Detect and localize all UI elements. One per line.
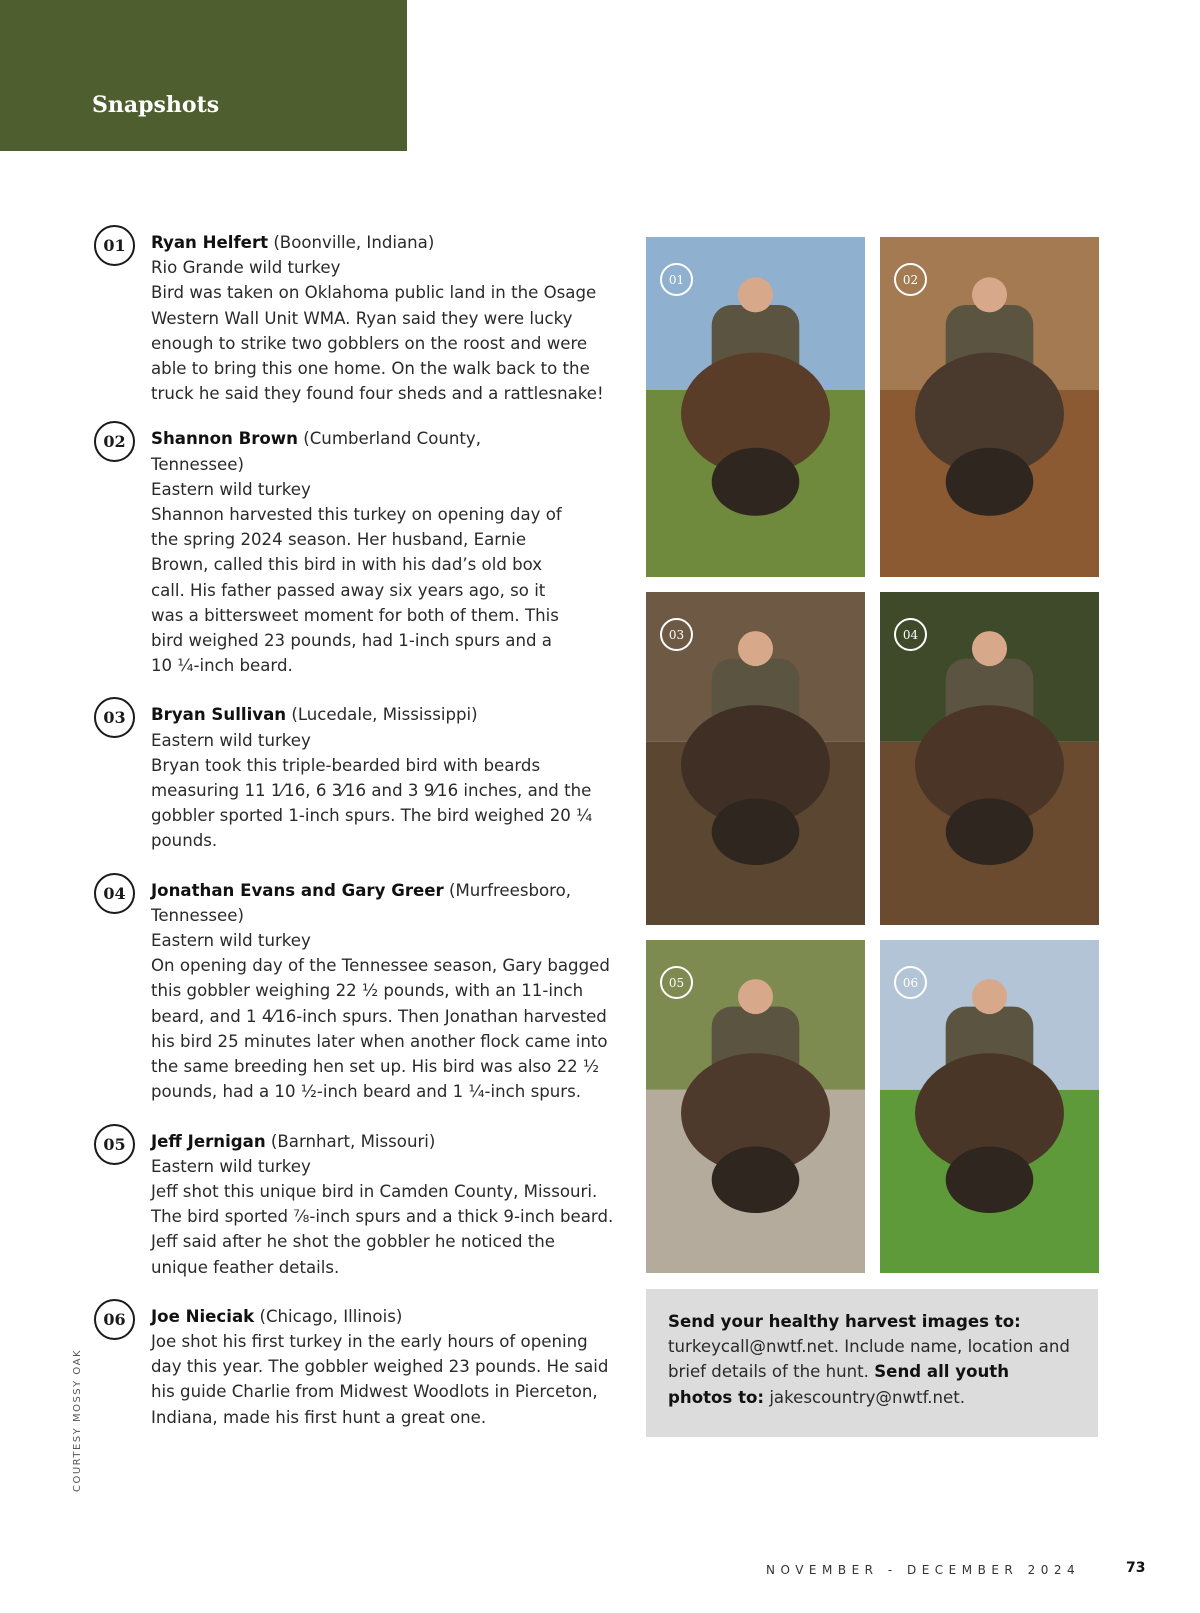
turkey-body [946, 798, 1034, 865]
submission-body: turkeycall@nwtf.net. Include name, location and brief details of the hunt. [668, 1337, 1070, 1382]
hunter-photo [646, 592, 865, 925]
page-number: 73 [1126, 1560, 1146, 1576]
hunter-location: (Chicago, Illinois) [254, 1306, 403, 1326]
entry-number-badge: 02 [94, 421, 135, 462]
hunter-location: (Cumberland County, Tennessee) [151, 429, 482, 474]
turkey-body [712, 798, 800, 865]
hunter-name: Ryan Helfert [151, 233, 269, 252]
hunter-face [972, 631, 1007, 666]
entry [94, 878, 614, 1105]
turkey-body [946, 448, 1034, 516]
youth-email: jakescountry@nwtf.net. [764, 1387, 966, 1407]
turkey-body [946, 1146, 1034, 1213]
hunter-name: Jonathan Evans and Gary Greer [151, 880, 444, 900]
species: Eastern wild turkey [151, 1156, 311, 1176]
hunter-location: (Murfreesboro, Tennessee) [151, 880, 572, 925]
entry-description: Bird was taken on Oklahoma public land in the Osage Western Wall Unit WMA. Ryan said they were lucky enough to strike two gobblers on the roost and were able to bring this one home. On the walk back to the truck he said they found four sheds and a rattlesnake! [151, 283, 604, 404]
entries-list [94, 230, 614, 1430]
section-title: Snapshots [92, 92, 220, 118]
photo-number-badge: 02 [894, 263, 927, 296]
entry [94, 230, 614, 406]
entry-description: On opening day of the Tennessee season, Gary bagged this gobbler weighing 22 ½ pounds, with an 11-inch beard, and 1 4⁄16-inch spurs. Then Jonathan harvested his bird 25 minutes later when another flock came into the same breeding hen set up. His bird was also 22 ½ pounds, had a 10 ½-inch beard and 1 ¼-inch spurs. [151, 956, 610, 1102]
entry-number-badge: 06 [94, 1299, 135, 1340]
photo-number-badge: 05 [660, 966, 693, 999]
hunter-face [738, 979, 773, 1014]
hunter-name: Shannon Brown [151, 429, 298, 449]
entry-number-badge: 05 [94, 1124, 135, 1165]
hunter-photo [646, 237, 865, 577]
species: Eastern wild turkey [151, 730, 311, 750]
entry-number-badge: 03 [94, 697, 135, 738]
submission-info-box [646, 1289, 1098, 1437]
hunter-photo [880, 592, 1099, 925]
entry-number-badge: 01 [94, 225, 135, 266]
species: Eastern wild turkey [151, 479, 311, 499]
hunter-location: (Barnhart, Missouri) [265, 1131, 436, 1151]
photo-number-badge: 06 [894, 966, 927, 999]
hunter-photo [646, 940, 865, 1273]
hunter-name: Joe Nieciak [151, 1306, 255, 1326]
entry [94, 426, 614, 678]
hunter-face [738, 277, 773, 312]
entry-description: Joe shot his first turkey in the early hours of opening day this year. The gobbler weighed 23 pounds. He said his guide Charlie from Midwest Woodlots in Pierceton, Indiana, made his first hunt a great one. [151, 1331, 609, 1427]
hunter-photo [880, 237, 1099, 577]
header-band [0, 0, 407, 151]
hunter-photo [880, 940, 1099, 1273]
submission-lead: Send your healthy harvest images to: [668, 1312, 1021, 1331]
photo-number-badge: 03 [660, 618, 693, 651]
entry-description: Bryan took this triple-bearded bird with beards measuring 11 1⁄16, 6 3⁄16 and 3 9⁄16 inches, and the gobbler sported 1-inch spurs. The bird weighed 20 ¼ pounds. [151, 755, 593, 851]
issue-date: NOVEMBER - DECEMBER 2024 [766, 1563, 1081, 1577]
hunter-face [972, 277, 1007, 312]
hunter-face [972, 979, 1007, 1014]
hunter-name: Jeff Jernigan [151, 1131, 266, 1151]
entry [94, 1129, 614, 1280]
species: Rio Grande wild turkey [151, 258, 341, 278]
turkey-body [712, 448, 800, 516]
hunter-name: Bryan Sullivan [151, 705, 287, 725]
species: Eastern wild turkey [151, 931, 311, 951]
photo-number-badge: 04 [894, 618, 927, 651]
hunter-location: (Boonville, Indiana) [268, 233, 435, 252]
entry [94, 702, 614, 853]
hunter-face [738, 631, 773, 666]
youth-submission-lead: Send all youth photos to: [668, 1362, 1010, 1407]
photo-credit: COURTESY MOSSY OAK [72, 1348, 83, 1492]
entry [94, 1304, 614, 1430]
hunter-location: (Lucedale, Mississippi) [286, 705, 478, 725]
turkey-body [712, 1146, 800, 1213]
entry-description: Shannon harvested this turkey on opening day of the spring 2024 season. Her husband, Earnie Brown, called this bird in with his dad’s old box call. His father passed away six years ago, so it was a bittersweet moment for both of them. This bird weighed 23 pounds, had 1-inch spurs and a 10 ¼-inch beard. [151, 505, 562, 676]
entry-number-badge: 04 [94, 873, 135, 914]
entry-description: Jeff shot this unique bird in Camden County, Missouri. The bird sported ⅞-inch spurs and a thick 9-inch beard. Jeff said after he shot the gobbler he noticed the unique feather details. [151, 1181, 614, 1277]
photo-number-badge: 01 [660, 263, 693, 296]
